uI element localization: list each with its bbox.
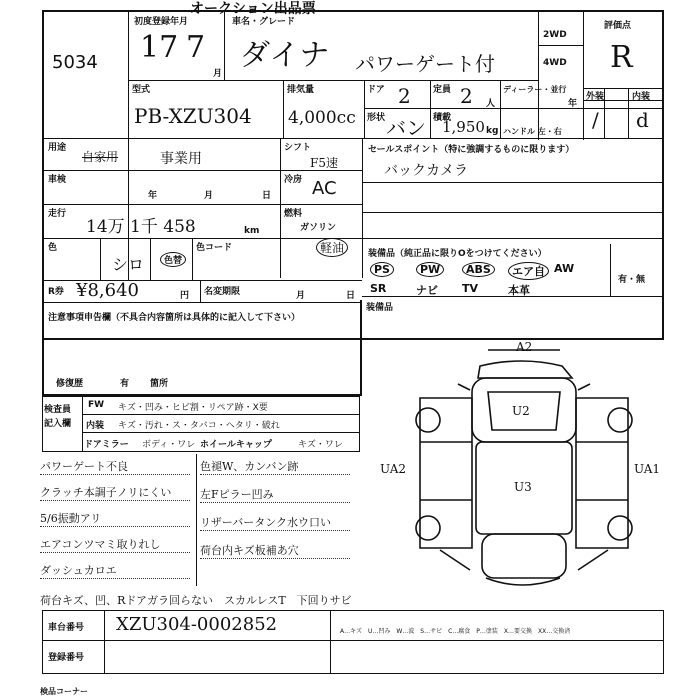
body-value: バン [386,116,426,140]
lot-number: 5034 [52,52,98,73]
interior-value: d [636,108,649,132]
exterior-label: 外装 [586,92,605,102]
fuel-circled: 軽油 [316,238,348,257]
grid-line [330,610,331,674]
fw-label: FW [88,400,105,410]
reg-label: 登録番号 [48,653,85,663]
handle-label: ハンドル 左・右 [503,127,562,136]
equip-item: SR [370,282,387,295]
load-value: 1,950 [442,118,485,136]
salespoint-value: バックカメラ [384,163,468,179]
repair-label: 修復歴 [56,379,84,389]
usage-note: 自家用 [82,150,119,164]
year-label: 初度登録年月 [134,17,189,27]
interior-label: 内装 [632,92,651,102]
equip-item: AW [554,262,575,275]
model-label: 車名・グレード [232,17,296,27]
type-label: 型式 [132,85,151,95]
capacity-label: 定員 [433,85,452,95]
equip-right: 有・無 [618,275,646,285]
wheel-text: キズ・ワレ [298,440,343,450]
load-label: 積載 [433,113,452,123]
ac-value: AC [312,178,337,199]
usage-label: 用途 [48,143,67,153]
eval-label: 評価点 [604,21,632,31]
equip-item: ナビ [416,284,438,297]
shift-label: シフト [284,143,312,153]
fuel-label: 燃料 [284,209,303,219]
eval-value: R [610,40,633,75]
equip-item: 本革 [508,284,530,297]
handwritten-note: 左Fピラー凹み [200,488,274,501]
inspector-label-1: 検査員 [44,405,72,415]
grade-value: パワーゲート付 [355,52,495,76]
diagram-left-label: UA2 [380,462,407,476]
mileage-value: 14万 1千 458 [86,217,196,237]
color-value: シロ [112,255,145,274]
fw-text: キズ・凹み・ヒビ割・リペア跡・X要 [118,403,268,413]
grid-line [42,640,664,641]
chassis-label: 車台番号 [48,623,85,633]
equip-item: PS [370,262,394,277]
notes-label: 注意事項申告欄（不具合内容箇所は具体的に記入して下さい） [48,313,301,323]
cc-value: 4,000cc [288,108,356,128]
place-label: 箇所 [150,379,169,389]
diagram-top-label: A2 [516,340,533,354]
bottom-note: 荷台キズ、凹、Rドアガラ回らない スカルレスT 下回りサビ [40,594,352,607]
chassis-value: XZU304-0002852 [116,614,278,635]
diagram-right-label: UA1 [634,462,661,476]
color-code-label: 色コード [196,243,233,253]
inspection-month-unit: 月 [204,191,214,201]
month-unit: 月 [213,69,223,79]
capacity-value: 2 [460,84,473,108]
doors-value: 2 [398,84,411,108]
handwritten-note: クラッチ本調子ノリにくい [40,486,172,499]
model-value: ダイナ [240,38,330,73]
year-small: 年 [568,99,578,109]
inspection-label: 車検 [48,175,67,185]
drive-4wd: 4WD [543,58,567,68]
handwritten-note: ダッシュカロエ [40,564,117,577]
inspection-year-unit: 年 [148,191,158,201]
equip-item: PW [416,262,444,277]
shift-value: F5速 [310,156,338,170]
recycle-unit: 円 [180,291,190,301]
interior-insp-label: 内装 [86,421,105,431]
salespoint-label: セールスポイント（特に強調するものに限ります） [368,145,575,155]
equip-item: TV [462,282,479,295]
mileage-label: 走行 [48,209,67,219]
handwritten-note: パワーゲート不良 [40,460,128,473]
dealer-label: ディーラー・並行 [503,85,567,94]
handwritten-note: 色褪W、カンバン跡 [200,460,299,473]
handwritten-note: 5/6振動アリ [40,512,102,525]
equip-item: エア自 [508,262,549,280]
inspection-day-unit: 日 [262,191,272,201]
form-title: オークション出品票 [190,1,316,17]
wheel-label: ホイールキャップ [200,440,272,450]
other-equip-label: 装備品 [366,303,394,313]
recycle-value: ¥8,640 [76,280,139,301]
repair-value: 有 [120,379,130,389]
diagram-roof-label: U2 [512,404,530,418]
cc-label: 排気量 [287,85,315,95]
fuel-value: ガソリン [300,223,337,233]
mileage-unit: km [244,226,260,236]
inspector-label-2: 記入欄 [44,419,72,429]
month-value: 7 [186,30,206,65]
recycle-label: R券 [48,287,64,297]
capacity-unit: 人 [486,99,496,109]
mirror-label: ドアミラー [84,440,129,450]
interior-insp-text: キズ・汚れ・ス・タバコ・ヘタリ・破れ [118,421,280,431]
usage-value: 事業用 [160,151,202,167]
bottom-corner-label: 検品コーナー [40,687,88,696]
ac-label: 冷房 [284,175,303,185]
color-change: 色替 [160,252,186,267]
year-value: 17 [140,30,179,65]
footer-legend: A…キズ U…凹み W…波 S…サビ C…腐食 P…塗装 X…要交換 XX…交換済 [340,628,571,635]
handwritten-note: 荷台内キズ板補あ穴 [200,544,299,557]
load-unit: kg [486,126,499,136]
doors-label: ドア [367,85,385,95]
exterior-value: / [592,108,599,132]
grid-line [104,610,105,674]
equip-label: 装備品（純正品に限りOをつけてください） [368,249,547,259]
type-value: PB-XZU304 [134,104,252,128]
handwritten-note: リザーバータンク水ウ口い [200,516,332,529]
color-label: 色 [48,243,58,253]
meikake-label: 名変期限 [204,287,241,297]
mirror-text: ボディ・ワレ [142,440,196,450]
drive-2wd: 2WD [543,30,567,40]
body-label: 形状 [367,113,386,123]
handwritten-note: エアコンツマミ取りれし [40,538,161,551]
diagram-body-label: U3 [514,480,532,494]
meikake-day: 日 [346,291,356,301]
equip-item: ABS [462,262,495,277]
meikake-month: 月 [296,291,306,301]
